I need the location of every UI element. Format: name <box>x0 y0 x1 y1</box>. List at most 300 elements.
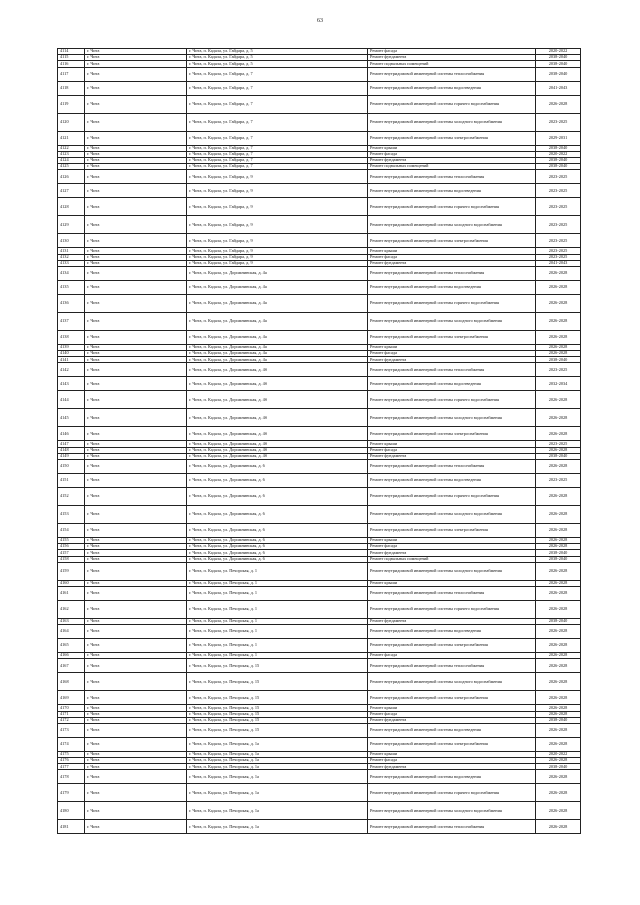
row-address: г. Чита, п. Кадала, ул. Дорожнинская, д. 4а <box>187 351 368 357</box>
row-municipality: г. Чита <box>85 377 187 391</box>
row-address: г. Чита, п. Кадала, ул. Дорожнинская, д. 4б <box>187 441 368 447</box>
row-municipality: г. Чита <box>85 820 187 834</box>
row-period: 2026-2028 <box>536 758 581 764</box>
row-number: 4124 <box>58 157 85 163</box>
row-address: г. Чита, п. Кадала, ул. Гайдара, д. 9 <box>187 198 368 216</box>
row-work-text: Ремонт фундамента <box>370 157 407 163</box>
row-address: г. Чита, п. Кадала, ул. Дорожнинская, д. 4а <box>187 294 368 312</box>
row-municipality: г. Чита <box>85 49 187 55</box>
row-municipality: г. Чита <box>85 391 187 409</box>
table-row <box>58 427 581 441</box>
row-address: г. Чита, п. Кадала, ул. Гайдара, д. 7 <box>187 95 368 113</box>
table-row <box>58 391 581 409</box>
row-address: г. Чита, п. Кадала, ул. Дорожнинская, д. 4б <box>187 453 368 459</box>
row-address: г. Чита, п. Кадала, ул. Дорожнинская, д. 4б <box>187 427 368 441</box>
row-period: 2020-2022 <box>536 751 581 757</box>
row-address: г. Чита, п. Кадала, ул. Печорская, д. 1а <box>187 820 368 834</box>
row-address: г. Чита, п. Кадала, ул. Печорская, д. 15 <box>187 691 368 705</box>
row-municipality: г. Чита <box>85 351 187 357</box>
row-number: 4127 <box>58 184 85 198</box>
row-address: г. Чита, п. Кадала, ул. Печорская, д. 1 <box>187 625 368 639</box>
row-address: г. Чита, п. Кадала, ул. Дорожнинская, д. 4б <box>187 447 368 453</box>
row-work-text: Ремонт внутридомовой инженерной системы холодного водоснабжения <box>370 414 502 420</box>
table-row <box>58 198 581 216</box>
row-number: 4179 <box>58 784 85 802</box>
row-address: г. Чита, п. Кадала, ул. Дорожнинская, д. 4а <box>187 312 368 330</box>
row-work-text: Ремонт внутридомовой инженерной системы теплоснабжения <box>370 366 485 372</box>
row-work-type <box>368 474 536 488</box>
table-body <box>58 49 581 834</box>
row-work-text: Ремонт крыши <box>370 247 398 253</box>
row-address: г. Чита, п. Кадала, ул. Дорожнинская, д. 6 <box>187 474 368 488</box>
row-period: 2026-2028 <box>536 625 581 639</box>
row-number: 4153 <box>58 506 85 524</box>
row-period: 2038-2040 <box>536 453 581 459</box>
row-municipality: г. Чита <box>85 474 187 488</box>
row-work-type <box>368 170 536 184</box>
row-period: 2026-2028 <box>536 506 581 524</box>
row-number: 4144 <box>58 391 85 409</box>
row-period: 2020-2022 <box>536 49 581 55</box>
row-number: 4171 <box>58 711 85 717</box>
row-work-text: Ремонт внутридомовой инженерной системы электроснабжения <box>370 430 488 436</box>
row-work-text: Ремонт внутридомовой инженерной системы горячего водоснабжения <box>370 493 499 499</box>
row-address: г. Чита, п. Кадала, ул. Печорская, д. 1а <box>187 737 368 751</box>
row-number: 4145 <box>58 409 85 427</box>
row-work-type <box>368 673 536 691</box>
row-period: 2026-2028 <box>536 659 581 673</box>
row-period: 2038-2040 <box>536 164 581 170</box>
row-period: 2038-2040 <box>536 618 581 624</box>
row-number: 4168 <box>58 673 85 691</box>
row-municipality: г. Чита <box>85 562 187 580</box>
row-work-type <box>368 784 536 802</box>
row-period: 2038-2040 <box>536 717 581 723</box>
row-period: 2026-2028 <box>536 409 581 427</box>
row-address: г. Чита, п. Кадала, ул. Гайдара, д. 7 <box>187 81 368 95</box>
row-municipality: г. Чита <box>85 234 187 248</box>
row-address: г. Чита, п. Кадала, ул. Печорская, д. 1а <box>187 770 368 784</box>
table-row <box>58 474 581 488</box>
row-address: г. Чита, п. Кадала, ул. Гайдара, д. 7 <box>187 145 368 151</box>
row-work-type <box>368 294 536 312</box>
table-row <box>58 170 581 184</box>
table-row <box>58 691 581 705</box>
row-period: 2026-2028 <box>536 330 581 344</box>
row-work-text: Ремонт внутридомовой инженерной системы теплоснабжения <box>370 590 485 596</box>
row-work-text: Ремонт внутридомовой инженерной системы горячего водоснабжения <box>370 100 499 106</box>
row-work-text: Ремонт внутридомовой инженерной системы холодного водоснабжения <box>370 318 502 324</box>
row-municipality: г. Чита <box>85 409 187 427</box>
row-municipality: г. Чита <box>85 770 187 784</box>
row-period: 2038-2040 <box>536 556 581 562</box>
row-work-type <box>368 113 536 131</box>
row-municipality: г. Чита <box>85 216 187 234</box>
row-work-type <box>368 460 536 474</box>
row-number: 4119 <box>58 95 85 113</box>
row-number: 4146 <box>58 427 85 441</box>
table-row <box>58 673 581 691</box>
row-period: 2023-2025 <box>536 198 581 216</box>
row-address: г. Чита, п. Кадала, ул. Печорская, д. 1 <box>187 580 368 586</box>
row-address: г. Чита, п. Кадала, ул. Гайдара, д. 7 <box>187 113 368 131</box>
row-address: г. Чита, п. Кадала, ул. Печорская, д. 1а <box>187 802 368 820</box>
row-period: 2038-2040 <box>536 550 581 556</box>
row-municipality: г. Чита <box>85 266 187 280</box>
row-address: г. Чита, п. Кадала, ул. Печорская, д. 1 <box>187 639 368 653</box>
row-period: 2026-2028 <box>536 391 581 409</box>
row-work-type <box>368 427 536 441</box>
row-number: 4147 <box>58 441 85 447</box>
row-municipality: г. Чита <box>85 556 187 562</box>
table-row <box>58 625 581 639</box>
row-number: 4156 <box>58 544 85 550</box>
row-municipality: г. Чита <box>85 802 187 820</box>
row-period: 2026-2028 <box>536 460 581 474</box>
row-address: г. Чита, п. Кадала, ул. Гайдара, д. 7 <box>187 131 368 145</box>
row-number: 4149 <box>58 453 85 459</box>
row-period: 2023-2025 <box>536 441 581 447</box>
row-number: 4141 <box>58 357 85 363</box>
row-work-text: Ремонт внутридомовой инженерной системы электроснабжения <box>370 134 488 140</box>
row-work-type <box>368 562 536 580</box>
row-address: г. Чита, п. Кадала, ул. Гайдара, д. 5 <box>187 49 368 55</box>
row-address: г. Чита, п. Кадала, ул. Дорожнинская, д. 4а <box>187 330 368 344</box>
row-address: г. Чита, п. Кадала, ул. Дорожнинская, д. 4б <box>187 409 368 427</box>
table-row <box>58 312 581 330</box>
row-work-type <box>368 659 536 673</box>
row-period: 2023-2025 <box>536 254 581 260</box>
row-period: 2023-2025 <box>536 234 581 248</box>
row-number: 4126 <box>58 170 85 184</box>
row-municipality: г. Чита <box>85 705 187 711</box>
row-number: 4158 <box>58 556 85 562</box>
row-address: г. Чита, п. Кадала, ул. Дорожнинская, д. 4б <box>187 391 368 409</box>
row-address: г. Чита, п. Кадала, ул. Дорожнинская, д. 6 <box>187 506 368 524</box>
row-work-text: Ремонт подвальных помещений <box>370 60 429 66</box>
table-row <box>58 524 581 538</box>
row-work-type <box>368 639 536 653</box>
row-number: 4114 <box>58 49 85 55</box>
row-municipality: г. Чита <box>85 312 187 330</box>
row-address: г. Чита, п. Кадала, ул. Гайдара, д. 7 <box>187 67 368 81</box>
row-period: 2038-2040 <box>536 764 581 770</box>
row-period: 2026-2028 <box>536 580 581 586</box>
row-period: 2026-2028 <box>536 294 581 312</box>
row-municipality: г. Чита <box>85 586 187 600</box>
row-number: 4181 <box>58 820 85 834</box>
row-work-type <box>368 363 536 377</box>
row-work-text: Ремонт фасада <box>370 652 398 658</box>
row-number: 4169 <box>58 691 85 705</box>
row-work-type <box>368 81 536 95</box>
row-number: 4132 <box>58 254 85 260</box>
row-municipality: г. Чита <box>85 524 187 538</box>
table-row <box>58 184 581 198</box>
row-work-text: Ремонт фундамента <box>370 618 407 624</box>
row-municipality: г. Чита <box>85 691 187 705</box>
row-work-type <box>368 820 536 834</box>
row-municipality: г. Чита <box>85 453 187 459</box>
row-municipality: г. Чита <box>85 506 187 524</box>
table-row <box>58 409 581 427</box>
row-number: 4131 <box>58 248 85 254</box>
row-municipality: г. Чита <box>85 600 187 618</box>
row-period: 2023-2025 <box>536 184 581 198</box>
row-work-type <box>368 312 536 330</box>
row-period: 2038-2040 <box>536 67 581 81</box>
row-municipality: г. Чита <box>85 673 187 691</box>
row-period: 2038-2040 <box>536 157 581 163</box>
row-work-type <box>368 625 536 639</box>
row-address: г. Чита, п. Кадала, ул. Печорская, д. 1а <box>187 751 368 757</box>
row-work-text: Ремонт подвальных помещений <box>370 556 429 561</box>
row-period: 2026-2028 <box>536 427 581 441</box>
table-row <box>58 506 581 524</box>
row-municipality: г. Чита <box>85 81 187 95</box>
row-address: г. Чита, п. Кадала, ул. Печорская, д. 1а <box>187 784 368 802</box>
row-number: 4163 <box>58 618 85 624</box>
row-municipality: г. Чита <box>85 580 187 586</box>
row-work-text: Ремонт фундамента <box>370 54 407 60</box>
row-address: г. Чита, п. Кадала, ул. Дорожнинская, д. 6 <box>187 556 368 562</box>
row-period: 2026-2028 <box>536 562 581 580</box>
row-number: 4135 <box>58 280 85 294</box>
row-municipality: г. Чита <box>85 460 187 474</box>
row-number: 4118 <box>58 81 85 95</box>
table-row <box>58 488 581 506</box>
row-work-type <box>368 131 536 145</box>
row-address: г. Чита, п. Кадала, ул. Печорская, д. 15 <box>187 705 368 711</box>
table-row <box>58 377 581 391</box>
row-municipality: г. Чита <box>85 717 187 723</box>
row-work-text: Ремонт фундамента <box>370 260 407 265</box>
row-work-type <box>368 409 536 427</box>
row-number: 4161 <box>58 586 85 600</box>
row-number: 4177 <box>58 764 85 770</box>
row-address: г. Чита, п. Кадала, ул. Печорская, д. 1 <box>187 586 368 600</box>
row-municipality: г. Чита <box>85 751 187 757</box>
row-work-type <box>368 266 536 280</box>
row-number: 4178 <box>58 770 85 784</box>
row-address: г. Чита, п. Кадала, ул. Дорожнинская, д. 6 <box>187 488 368 506</box>
row-work-text: Ремонт фасада <box>370 48 398 54</box>
row-number: 4160 <box>58 580 85 586</box>
row-address: г. Чита, п. Кадала, ул. Гайдара, д. 7 <box>187 157 368 163</box>
row-work-text: Ремонт крыши <box>370 704 398 710</box>
row-municipality: г. Чита <box>85 131 187 145</box>
table-row <box>58 770 581 784</box>
row-number: 4117 <box>58 67 85 81</box>
row-work-text: Ремонт фасада <box>370 711 398 716</box>
row-period: 2026-2028 <box>536 280 581 294</box>
row-number: 4138 <box>58 330 85 344</box>
row-work-text: Ремонт внутридомовой инженерной системы теплоснабжения <box>370 662 485 668</box>
row-address: г. Чита, п. Кадала, ул. Гайдара, д. 9 <box>187 216 368 234</box>
row-municipality: г. Чита <box>85 441 187 447</box>
row-municipality: г. Чита <box>85 538 187 544</box>
row-work-text: Ремонт фасада <box>370 350 398 356</box>
row-work-text: Ремонт фасада <box>370 757 398 763</box>
row-period: 2026-2028 <box>536 639 581 653</box>
row-municipality: г. Чита <box>85 95 187 113</box>
row-work-text: Ремонт внутридомовой инженерной системы электроснабжения <box>370 642 488 648</box>
row-address: г. Чита, п. Кадала, ул. Дорожнинская, д. 4а <box>187 280 368 294</box>
row-number: 4174 <box>58 737 85 751</box>
row-address: г. Чита, п. Кадала, ул. Гайдара, д. 9 <box>187 234 368 248</box>
table-row <box>58 820 581 834</box>
row-address: г. Чита, п. Кадала, ул. Дорожнинская, д. 4б <box>187 377 368 391</box>
row-number: 4170 <box>58 705 85 711</box>
row-period: 2026-2028 <box>536 95 581 113</box>
row-municipality: г. Чита <box>85 764 187 770</box>
row-period: 2026-2028 <box>536 344 581 350</box>
row-municipality: г. Чита <box>85 357 187 363</box>
row-address: г. Чита, п. Кадала, ул. Печорская, д. 1 <box>187 653 368 659</box>
page-number: 63 <box>317 18 323 24</box>
row-number: 4137 <box>58 312 85 330</box>
row-address: г. Чита, п. Кадала, ул. Дорожнинская, д. 4а <box>187 266 368 280</box>
table-row <box>58 737 581 751</box>
row-municipality: г. Чита <box>85 67 187 81</box>
row-period: 2026-2028 <box>536 544 581 550</box>
row-address: г. Чита, п. Кадала, ул. Дорожнинская, д. 6 <box>187 550 368 556</box>
row-municipality: г. Чита <box>85 198 187 216</box>
row-period: 2026-2028 <box>536 524 581 538</box>
row-address: г. Чита, п. Кадала, ул. Печорская, д. 15 <box>187 711 368 717</box>
row-work-type <box>368 524 536 538</box>
row-municipality: г. Чита <box>85 659 187 673</box>
row-work-text: Ремонт внутридомовой инженерной системы водоотведения <box>370 727 481 733</box>
table-row <box>58 784 581 802</box>
table-row <box>58 802 581 820</box>
row-period: 2023-2025 <box>536 363 581 377</box>
row-work-type <box>368 691 536 705</box>
row-address: г. Чита, п. Кадала, ул. Печорская, д. 15 <box>187 723 368 737</box>
row-number: 4155 <box>58 538 85 544</box>
row-municipality: г. Чита <box>85 184 187 198</box>
row-municipality: г. Чита <box>85 157 187 163</box>
row-number: 4125 <box>58 164 85 170</box>
row-work-text: Ремонт внутридомовой инженерной системы теплоснабжения <box>370 270 485 276</box>
row-work-text: Ремонт фундамента <box>370 763 407 769</box>
row-number: 4172 <box>58 717 85 723</box>
row-address: г. Чита, п. Кадала, ул. Гайдара, д. 9 <box>187 254 368 260</box>
row-period: 2023-2025 <box>536 248 581 254</box>
row-work-text: Ремонт внутридомовой инженерной системы теплоснабжения <box>370 70 485 76</box>
row-number: 4116 <box>58 61 85 67</box>
row-work-type <box>368 184 536 198</box>
row-period: 2038-2040 <box>536 145 581 151</box>
row-municipality: г. Чита <box>85 550 187 556</box>
row-address: г. Чита, п. Кадала, ул. Дорожнинская, д. 4а <box>187 357 368 363</box>
row-period: 2032-2034 <box>536 377 581 391</box>
row-number: 4152 <box>58 488 85 506</box>
row-period: 2026-2028 <box>536 711 581 717</box>
table-row <box>58 81 581 95</box>
row-work-text: Ремонт внутридомовой инженерной системы водоотведения <box>370 284 481 290</box>
row-period: 2026-2028 <box>536 600 581 618</box>
row-work-type <box>368 95 536 113</box>
row-number: 4157 <box>58 550 85 556</box>
row-address: г. Чита, п. Кадала, ул. Печорская, д. 1 <box>187 600 368 618</box>
table-row <box>58 363 581 377</box>
row-address: г. Чита, п. Кадала, ул. Дорожнинская, д. 4а <box>187 344 368 350</box>
row-number: 4134 <box>58 266 85 280</box>
table-row <box>58 67 581 81</box>
row-number: 4120 <box>58 113 85 131</box>
row-work-text: Ремонт внутридомовой инженерной системы электроснабжения <box>370 237 488 243</box>
row-address: г. Чита, п. Кадала, ул. Печорская, д. 15 <box>187 673 368 691</box>
row-address: г. Чита, п. Кадала, ул. Дорожнинская, д. 6 <box>187 524 368 538</box>
row-work-text: Ремонт крыши <box>370 580 398 586</box>
table-row <box>58 266 581 280</box>
row-period: 2023-2025 <box>536 170 581 184</box>
row-period: 2026-2028 <box>536 737 581 751</box>
row-address: г. Чита, п. Кадала, ул. Гайдара, д. 5 <box>187 61 368 67</box>
row-work-type <box>368 802 536 820</box>
row-work-type <box>368 723 536 737</box>
row-municipality: г. Чита <box>85 61 187 67</box>
row-work-text: Ремонт крыши <box>370 344 398 350</box>
row-period: 2026-2028 <box>536 312 581 330</box>
row-work-text: Ремонт внутридомовой инженерной системы водоотведения <box>370 380 481 386</box>
row-work-type <box>368 67 536 81</box>
row-work-type <box>368 488 536 506</box>
row-period: 2026-2028 <box>536 653 581 659</box>
row-work-text: Ремонт внутридомовой инженерной системы холодного водоснабжения <box>370 567 502 573</box>
row-work-text: Ремонт внутридомовой инженерной системы холодного водоснабжения <box>370 221 502 227</box>
row-period: 2026-2028 <box>536 820 581 834</box>
row-municipality: г. Чита <box>85 55 187 61</box>
row-work-text: Ремонт внутридомовой инженерной системы электроснабжения <box>370 527 488 533</box>
row-period: 2026-2028 <box>536 691 581 705</box>
row-period: 2038-2040 <box>536 61 581 67</box>
row-work-type <box>368 377 536 391</box>
row-work-text: Ремонт внутридомовой инженерной системы теплоснабжения <box>370 463 485 469</box>
row-municipality: г. Чита <box>85 618 187 624</box>
row-municipality: г. Чита <box>85 758 187 764</box>
row-work-text: Ремонт внутридомовой инженерной системы электроснабжения <box>370 334 488 340</box>
row-period: 2026-2028 <box>536 538 581 544</box>
row-number: 4140 <box>58 351 85 357</box>
row-period: 2026-2028 <box>536 802 581 820</box>
row-number: 4115 <box>58 55 85 61</box>
row-work-type <box>368 198 536 216</box>
row-work-text: Ремонт подвальных помещений <box>370 163 429 169</box>
row-municipality: г. Чита <box>85 260 187 266</box>
row-address: г. Чита, п. Кадала, ул. Дорожнинская, д. 6 <box>187 460 368 474</box>
row-period: 2026-2028 <box>536 770 581 784</box>
row-municipality: г. Чита <box>85 711 187 717</box>
row-work-type <box>368 330 536 344</box>
table-row <box>58 131 581 145</box>
row-address: г. Чита, п. Кадала, ул. Гайдара, д. 5 <box>187 55 368 61</box>
table-row <box>58 280 581 294</box>
row-work-text: Ремонт фасада <box>370 151 398 157</box>
row-number: 4136 <box>58 294 85 312</box>
row-municipality: г. Чита <box>85 544 187 550</box>
row-period: 2026-2028 <box>536 723 581 737</box>
row-address: г. Чита, п. Кадала, ул. Печорская, д. 15 <box>187 717 368 723</box>
row-municipality: г. Чита <box>85 447 187 453</box>
row-work-type <box>368 770 536 784</box>
row-work-text: Ремонт крыши <box>370 537 398 543</box>
row-municipality: г. Чита <box>85 427 187 441</box>
table-row <box>58 216 581 234</box>
row-municipality: г. Чита <box>85 170 187 184</box>
row-number: 4167 <box>58 659 85 673</box>
